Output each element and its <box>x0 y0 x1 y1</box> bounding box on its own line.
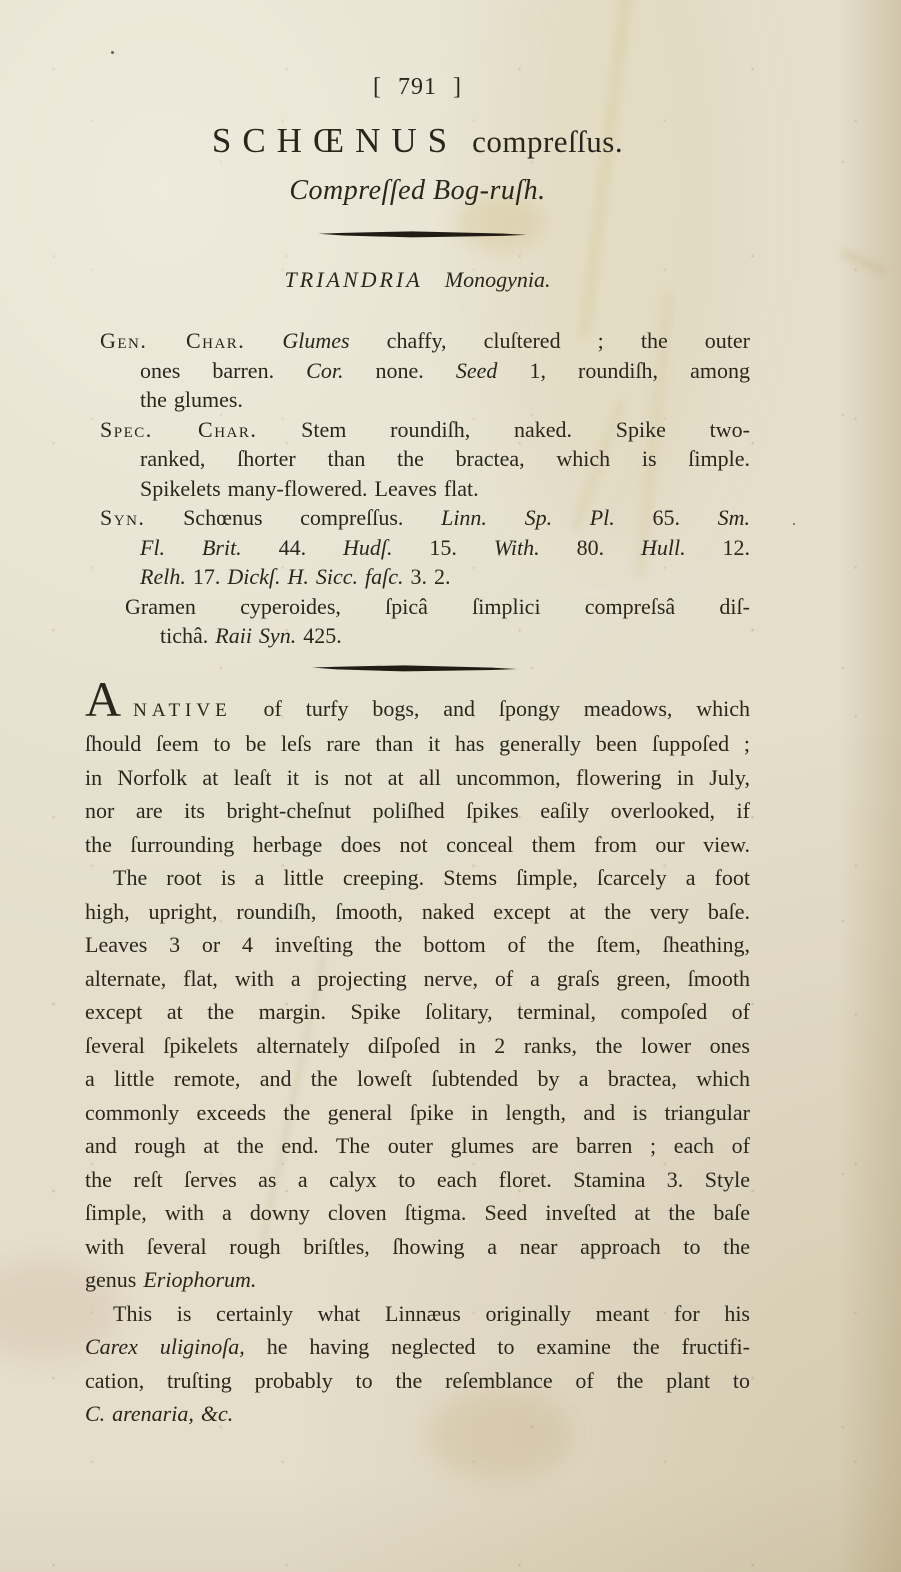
linnaean-class: TRIANDRIA <box>284 267 423 292</box>
text-run: ſimple, with a downy cloven ſtigma. Seed inveſted at the baſe <box>85 1200 750 1225</box>
text-run: and rough at the end. The outer glumes are barren ; each of <box>85 1133 750 1158</box>
text-run: Raii Syn. <box>215 623 297 648</box>
text-run: of turfy bogs, and ſpongy meadows, which <box>239 695 750 721</box>
text-run: With. <box>493 534 540 560</box>
description-block <box>85 415 750 504</box>
text-run: Leaves 3 or 4 inveſting the bottom of the ſtem, ſheathing, <box>85 932 750 957</box>
text-run: Stem roundiſh, naked. Spike two- <box>257 416 750 442</box>
text-line <box>85 928 750 962</box>
text-line <box>85 794 750 828</box>
paragraph <box>85 670 750 862</box>
text-line <box>85 1397 750 1431</box>
text-line <box>85 503 750 533</box>
text-run: The root is a little creeping. Stems ſimple, ſcarcely a foot <box>113 865 750 890</box>
text-run: Sm. <box>717 505 750 530</box>
text-line <box>85 861 750 895</box>
text-line <box>85 1330 750 1364</box>
text-run: Linn. Sp. Pl. <box>441 505 615 530</box>
text-line <box>85 828 750 862</box>
text-line <box>85 1062 750 1096</box>
text-line <box>85 1297 750 1331</box>
text-run: Spec. Char. <box>100 416 258 442</box>
text-line <box>85 962 750 996</box>
species-epithet: compreſſus. <box>472 124 624 159</box>
page-number <box>85 70 750 104</box>
text-run <box>245 328 282 353</box>
text-run: in Norfolk at leaſt it is not at all uncommon, flowering in July, <box>85 764 750 790</box>
text-line <box>85 444 750 474</box>
linnaean-order: Monogynia. <box>444 267 551 292</box>
text-line <box>85 1196 750 1230</box>
paragraph <box>85 1297 750 1431</box>
text-run: Cor. <box>306 357 344 383</box>
page-content <box>85 0 750 1431</box>
text-run: ſhould ſeem to be leſs rare than it has generally been ſuppoſed ; <box>85 731 750 756</box>
text-run: ones barren. <box>140 357 307 383</box>
page-number-open-bracket: [ <box>373 74 382 100</box>
text-line <box>85 670 750 728</box>
text-run: Fl. Brit. <box>140 534 242 560</box>
text-line <box>85 995 750 1029</box>
text-run: alternate, flat, with a projecting nerve, of a graſs green, ſmooth <box>85 965 750 991</box>
body-text <box>85 670 750 1431</box>
text-line <box>85 1364 750 1398</box>
text-line <box>85 592 750 622</box>
text-run: 1, roundiſh, among <box>497 357 750 383</box>
text-run: This is certainly what Linnæus originally meant for his <box>113 1300 750 1326</box>
paragraph <box>85 861 750 1297</box>
common-name: Compreſſed Bog-ruſh. <box>289 175 546 206</box>
text-run: 425. <box>296 623 342 648</box>
text-run: Schœnus compreſſus. <box>145 505 442 530</box>
description-block <box>85 592 750 651</box>
text-run: 3. 2. <box>403 564 451 589</box>
text-run: the reſt ſerves as a calyx to each floret. Stamina 3. Style <box>85 1166 750 1192</box>
text-run: 65. <box>614 505 718 530</box>
text-run: Relh. <box>140 564 186 589</box>
text-run: commonly exceeds the general ſpike in length, and is triangular <box>85 1099 750 1125</box>
text-run: none. <box>343 357 456 383</box>
text-run: he having neglected to examine the fructifi- <box>244 1334 750 1359</box>
page-number-value: 791 <box>398 74 437 100</box>
text-line <box>85 415 750 445</box>
text-run: 12. <box>685 534 750 560</box>
text-run: 80. <box>539 534 641 560</box>
text-run: NATIVE <box>133 699 232 721</box>
text-line <box>85 1029 750 1063</box>
text-run: with ſeveral rough briſtles, ſhowing a near approach to the <box>85 1233 750 1259</box>
classification-line <box>85 264 750 296</box>
text-run: the ſurrounding herbage does not conceal them from our view. <box>85 831 750 857</box>
description-block <box>85 326 750 415</box>
text-run: nor are its bright-cheſnut poliſhed ſpikes eaſily overlooked, if <box>85 798 750 823</box>
text-line <box>85 562 750 592</box>
text-line <box>85 727 750 761</box>
text-line <box>85 1129 750 1163</box>
ink-speck <box>793 523 795 525</box>
text-run: Carex uliginoſa, <box>85 1334 245 1359</box>
text-run: Hull. <box>640 534 686 560</box>
text-run: 15. <box>392 534 494 560</box>
text-run: Glumes <box>282 328 350 353</box>
text-run: a little remote, and the loweſt ſubtended by a bractea, which <box>85 1066 750 1091</box>
text-line <box>85 356 750 386</box>
text-run: the glumes. <box>140 387 243 412</box>
text-line <box>85 1230 750 1264</box>
ornamental-swelled-rule <box>312 664 517 672</box>
ornamental-swelled-rule <box>318 231 527 239</box>
text-run: Syn. <box>100 505 146 530</box>
text-line <box>85 533 750 563</box>
text-run: high, upright, roundiſh, ſmooth, naked except at the very baſe. <box>85 898 750 924</box>
text-run: 17. <box>185 564 228 589</box>
text-run: tichâ. <box>160 623 216 648</box>
text-line <box>85 326 750 356</box>
text-run: cation, truſting probably to the reſemblance of the plant to <box>85 1367 750 1393</box>
characters-section <box>85 326 750 651</box>
text-line <box>85 1096 750 1130</box>
text-line <box>85 474 750 504</box>
text-line <box>85 1263 750 1297</box>
text-line <box>85 385 750 415</box>
text-run: except at the margin. Spike ſolitary, terminal, compoſed of <box>85 999 750 1024</box>
text-run: Eriophorum. <box>143 1267 257 1292</box>
text-run: Seed <box>455 357 498 383</box>
text-run: A <box>85 670 122 727</box>
text-line <box>85 761 750 795</box>
text-run: ranked, ſhorter than the bractea, which is ſimple. <box>140 446 750 471</box>
text-run: Dickſ. H. Sicc. faſc. <box>227 564 404 589</box>
text-run: chaffy, cluſtered ; the outer <box>349 328 750 353</box>
page-number-close-bracket: ] <box>453 74 462 100</box>
text-line <box>85 621 750 651</box>
text-run: Gen. Char. <box>100 328 246 353</box>
text-line <box>85 895 750 929</box>
text-run: 44. <box>241 534 343 560</box>
text-run: ſeveral ſpikelets alternately diſpoſed in 2 ranks, the lower ones <box>85 1032 750 1058</box>
text-run: C. arenaria, &c. <box>85 1401 234 1426</box>
text-run: Spikelets many-flowered. Leaves flat. <box>140 475 479 501</box>
text-run: genus <box>85 1267 144 1292</box>
text-line <box>85 1163 750 1197</box>
description-block <box>85 503 750 592</box>
text-run: Hudſ. <box>343 534 393 560</box>
text-run: Gramen cyperoides, ſpicâ ſimplici compreſsâ diſ- <box>125 593 750 619</box>
paper-stain <box>839 248 888 276</box>
genus-name: SCHŒNUS <box>211 121 459 160</box>
species-title <box>85 118 750 165</box>
